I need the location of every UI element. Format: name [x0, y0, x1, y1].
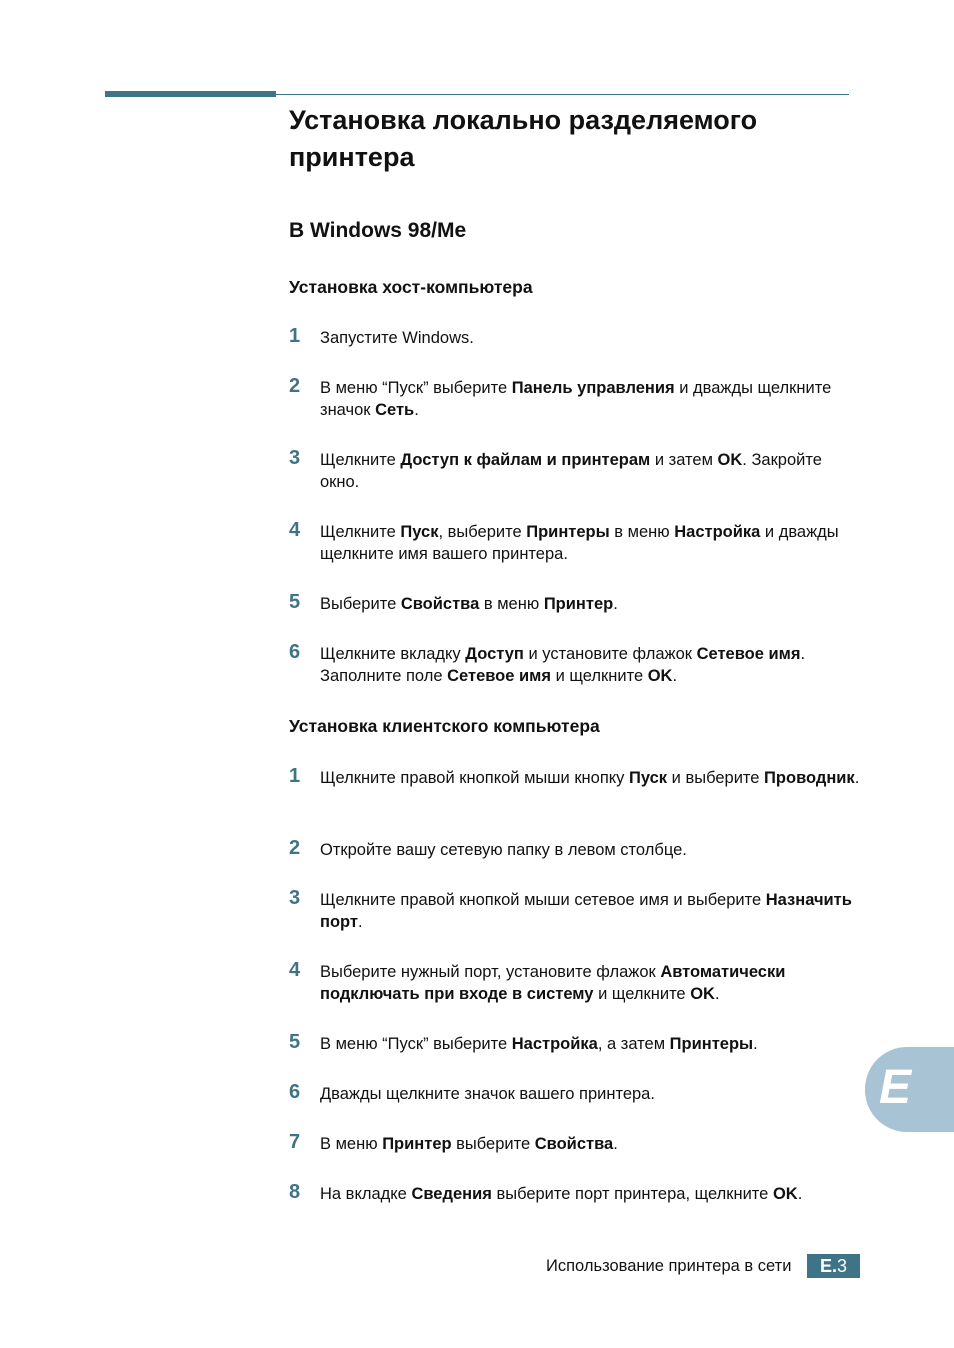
footer-text: Использование принтера в сети [546, 1257, 792, 1275]
bold-term: Сведения [411, 1185, 492, 1203]
text-run: Дважды щелкните значок вашего принтера. [320, 1085, 655, 1103]
bold-term: Свойства [534, 1135, 614, 1153]
bold-term: Принтеры [526, 523, 610, 541]
host-heading: Установка хост-компьютера [289, 277, 533, 297]
step-number: 6 [289, 1081, 301, 1103]
text-run: . [613, 1135, 618, 1153]
client-heading: Установка клиентского компьютера [289, 716, 600, 736]
text-run: . [854, 769, 860, 787]
step-text [320, 839, 860, 861]
text-run: . Заполните поле [320, 645, 806, 685]
page-number-prefix: E. [819, 1256, 837, 1276]
step-text [320, 643, 860, 687]
step-text [320, 327, 860, 349]
text-run: и щелкните [593, 985, 691, 1003]
bold-term: Сетевое имя [696, 645, 801, 663]
bold-term: Принтеры [669, 1035, 754, 1053]
bold-term: Настройка [511, 1035, 598, 1053]
bold-term: Пуск [629, 769, 668, 787]
text-run: и затем [650, 451, 718, 469]
step-number: 3 [289, 447, 301, 469]
text-run: Щелкните [320, 451, 401, 469]
step-number: 8 [289, 1181, 301, 1203]
bold-term: Сеть [375, 401, 415, 419]
step-number: 3 [289, 887, 301, 909]
bold-term: OK [717, 451, 743, 469]
text-run: Выберите [320, 595, 401, 613]
page-number-badge [807, 1254, 860, 1278]
bold-term: Панель управления [511, 379, 675, 397]
chapter-tab-letter: E [879, 1061, 912, 1114]
text-run: Откройте вашу сетевую папку в левом столбце. [320, 841, 687, 859]
text-run: . [672, 667, 678, 685]
bold-term: Настройка [674, 523, 761, 541]
text-run: Запустите Windows. [320, 329, 474, 347]
bold-term: OK [647, 667, 673, 685]
bold-term: Принтер [382, 1135, 452, 1153]
step-number: 2 [289, 837, 301, 859]
text-run: Щелкните [320, 523, 401, 541]
text-run: и установите флажок [523, 645, 697, 663]
step-text [320, 1133, 860, 1155]
step-text [320, 961, 860, 1005]
step-text [320, 593, 860, 615]
step-text [320, 377, 860, 421]
text-run: На вкладке [320, 1185, 412, 1203]
text-run: . [358, 913, 363, 931]
bold-term: Доступ [465, 645, 524, 663]
step-number: 5 [289, 591, 301, 613]
text-run: , выберите [438, 523, 527, 541]
page-title: Установка локально разделяемого принтера [289, 105, 758, 172]
bold-term: Пуск [400, 523, 439, 541]
text-run: Щелкните правой кнопкой мыши кнопку [320, 769, 629, 787]
step-number: 7 [289, 1131, 301, 1153]
text-run: В меню [320, 1135, 383, 1153]
text-run: Щелкните правой кнопкой мыши сетевое имя и выберите [320, 891, 766, 909]
bold-term: Принтер [543, 595, 614, 613]
step-text [320, 1183, 860, 1205]
step-text [320, 449, 860, 493]
text-run: . [414, 401, 419, 419]
text-run: . [797, 1185, 803, 1203]
step-number: 6 [289, 641, 301, 663]
text-run: . [753, 1035, 758, 1053]
bold-term: Автоматически подключать при входе в систему [320, 963, 786, 1003]
bold-term: Сетевое имя [447, 667, 551, 685]
bold-term: Назначить порт [320, 891, 852, 931]
text-run: В меню “Пуск” выберите [320, 379, 512, 397]
text-run: в меню [609, 523, 675, 541]
step-text [320, 889, 860, 933]
step-number: 1 [289, 765, 301, 787]
step-text [320, 1033, 860, 1055]
text-run: выберите порт принтера, щелкните [491, 1185, 773, 1203]
text-run: . [714, 985, 720, 1003]
step-number: 4 [289, 519, 301, 541]
bold-term: OK [690, 985, 715, 1003]
text-run: . Закройте окно. [320, 451, 822, 491]
step-number: 2 [289, 375, 301, 397]
step-number: 1 [289, 325, 301, 347]
text-run: . [613, 595, 618, 613]
section-title: В Windows 98/Me [289, 219, 467, 242]
header-rule-thin [276, 94, 849, 95]
step-number: 4 [289, 959, 301, 981]
header-rule-thick [105, 91, 276, 97]
text-run: В меню “Пуск” выберите [320, 1035, 512, 1053]
text-run: Выберите нужный порт, установите флажок [320, 963, 661, 981]
text-run: и выберите [667, 769, 765, 787]
step-number: 5 [289, 1031, 301, 1053]
text-run: , а затем [597, 1035, 670, 1053]
page-number: 3 [837, 1256, 848, 1276]
text-run: выберите [451, 1135, 535, 1153]
text-run: и дважды щелкните имя вашего принтера. [320, 523, 839, 563]
text-run: в меню [479, 595, 544, 613]
step-text [320, 521, 860, 565]
bold-term: Доступ к файлам и принтерам [400, 451, 651, 469]
step-text [320, 1083, 860, 1105]
step-text [320, 767, 860, 789]
bold-term: Проводник [764, 769, 855, 787]
bold-term: OK [772, 1185, 798, 1203]
text-run: Щелкните вкладку [320, 645, 466, 663]
bold-term: Свойства [400, 595, 480, 613]
text-run: и щелкните [551, 667, 648, 685]
text-run: и дважды щелкните значок [320, 379, 832, 419]
